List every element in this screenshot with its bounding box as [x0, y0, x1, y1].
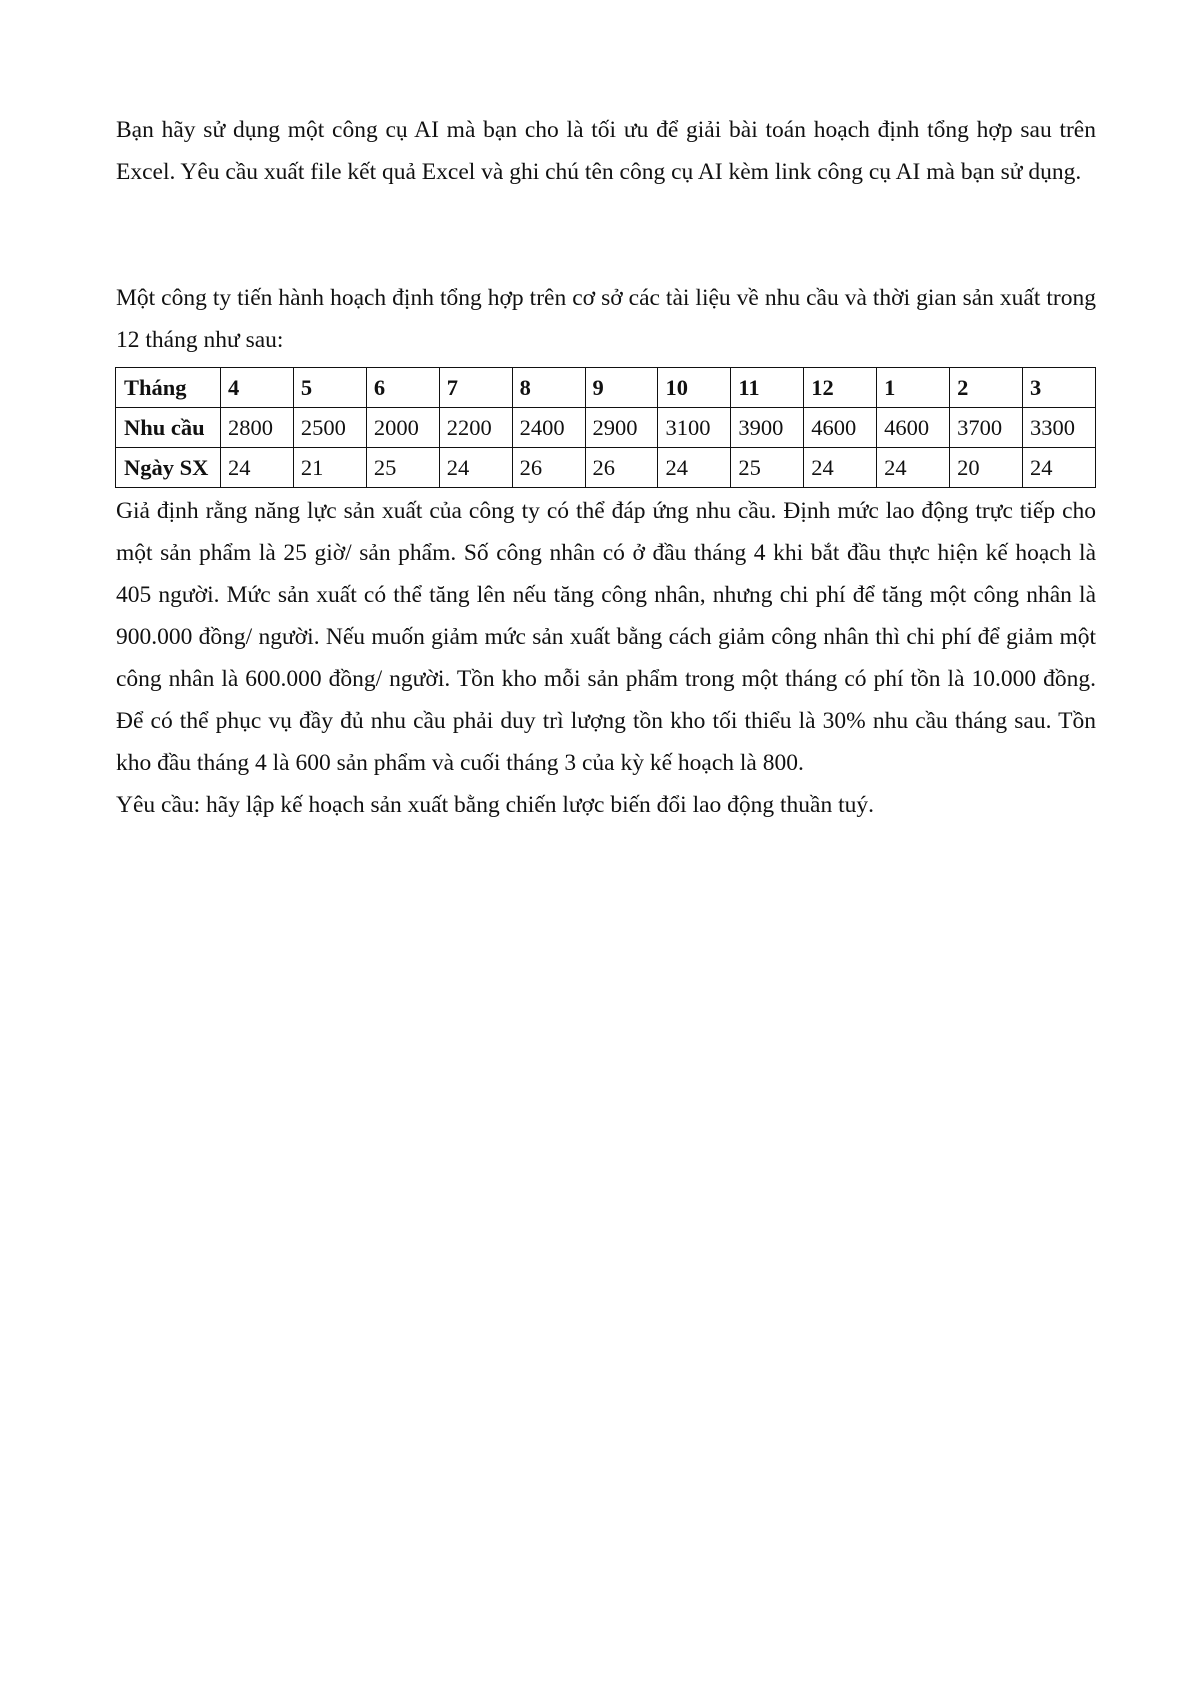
days-cell: 25: [731, 448, 804, 488]
days-cell: 24: [804, 448, 877, 488]
month-cell: 8: [512, 368, 585, 408]
month-cell: 1: [877, 368, 950, 408]
days-cell: 24: [221, 448, 294, 488]
month-cell: 11: [731, 368, 804, 408]
intro-paragraph: Bạn hãy sử dụng một công cụ AI mà bạn cho là tối ưu để giải bài toán hoạch định tổng hợp sau trên Excel. Yêu cầu xuất file kết quả Excel và ghi chú tên công cụ AI kèm link công cụ AI mà bạn sử dụng.: [116, 117, 1096, 185]
month-cell: 9: [585, 368, 658, 408]
assumptions-paragraph: Giả định rằng năng lực sản xuất của công ty có thể đáp ứng nhu cầu. Định mức lao động trực tiếp cho một sản phẩm là 25 giờ/ sản phẩm. Số công nhân có ở đầu tháng 4 khi bắt đầu thực hiện kế hoạch là 405 người. Mức sản xuất có thể tăng lên nếu tăng công nhân, nhưng chi phí để tăng một công nhân là 900.000 đồng/ người. Nếu muốn giảm mức sản xuất bằng cách giảm công nhân thì chi phí để giảm một công nhân là 600.000 đồng/ người. Tồn kho mỗi sản phẩm trong một tháng có phí tồn là 10.000 đồng. Để có thể phục vụ đầy đủ nhu cầu phải duy trì lượng tồn kho tối thiểu là 30% nhu cầu tháng sau. Tồn kho đầu tháng 4 là 600 sản phẩm và cuối tháng 3 của kỳ kế hoạch là 800.: [116, 498, 1096, 776]
demand-table: [115, 367, 1096, 488]
row-header-demand: Nhu cầu: [116, 408, 221, 448]
month-cell: 12: [804, 368, 877, 408]
table-row-production-days: [116, 448, 1096, 488]
demand-cell: 4600: [804, 408, 877, 448]
month-cell: 2: [950, 368, 1023, 408]
days-cell: 24: [658, 448, 731, 488]
month-cell: 7: [439, 368, 512, 408]
days-cell: 24: [439, 448, 512, 488]
row-header-month: Tháng: [116, 368, 221, 408]
demand-cell: 3100: [658, 408, 731, 448]
demand-cell: 2200: [439, 408, 512, 448]
table-row-demand: [116, 408, 1096, 448]
demand-cell: 2900: [585, 408, 658, 448]
demand-cell: 2800: [221, 408, 294, 448]
days-cell: 21: [293, 448, 366, 488]
month-cell: 10: [658, 368, 731, 408]
days-cell: 20: [950, 448, 1023, 488]
row-header-production-days: Ngày SX: [116, 448, 221, 488]
demand-cell: 4600: [877, 408, 950, 448]
days-cell: 26: [585, 448, 658, 488]
days-cell: 25: [366, 448, 439, 488]
days-cell: 26: [512, 448, 585, 488]
demand-cell: 3900: [731, 408, 804, 448]
days-cell: 24: [1022, 448, 1095, 488]
demand-cell: 3700: [950, 408, 1023, 448]
table-row-months: [116, 368, 1096, 408]
days-cell: 24: [877, 448, 950, 488]
demand-cell: 2500: [293, 408, 366, 448]
month-cell: 3: [1022, 368, 1095, 408]
month-cell: 5: [293, 368, 366, 408]
setup-paragraph: Một công ty tiến hành hoạch định tổng hợp trên cơ sở các tài liệu về nhu cầu và thời gian sản xuất trong 12 tháng như sau:: [116, 285, 1096, 353]
month-cell: 4: [221, 368, 294, 408]
month-cell: 6: [366, 368, 439, 408]
requirement-paragraph: Yêu cầu: hãy lập kế hoạch sản xuất bằng chiến lược biến đổi lao động thuần tuý.: [116, 792, 875, 818]
demand-cell: 3300: [1022, 408, 1095, 448]
demand-cell: 2000: [366, 408, 439, 448]
demand-cell: 2400: [512, 408, 585, 448]
